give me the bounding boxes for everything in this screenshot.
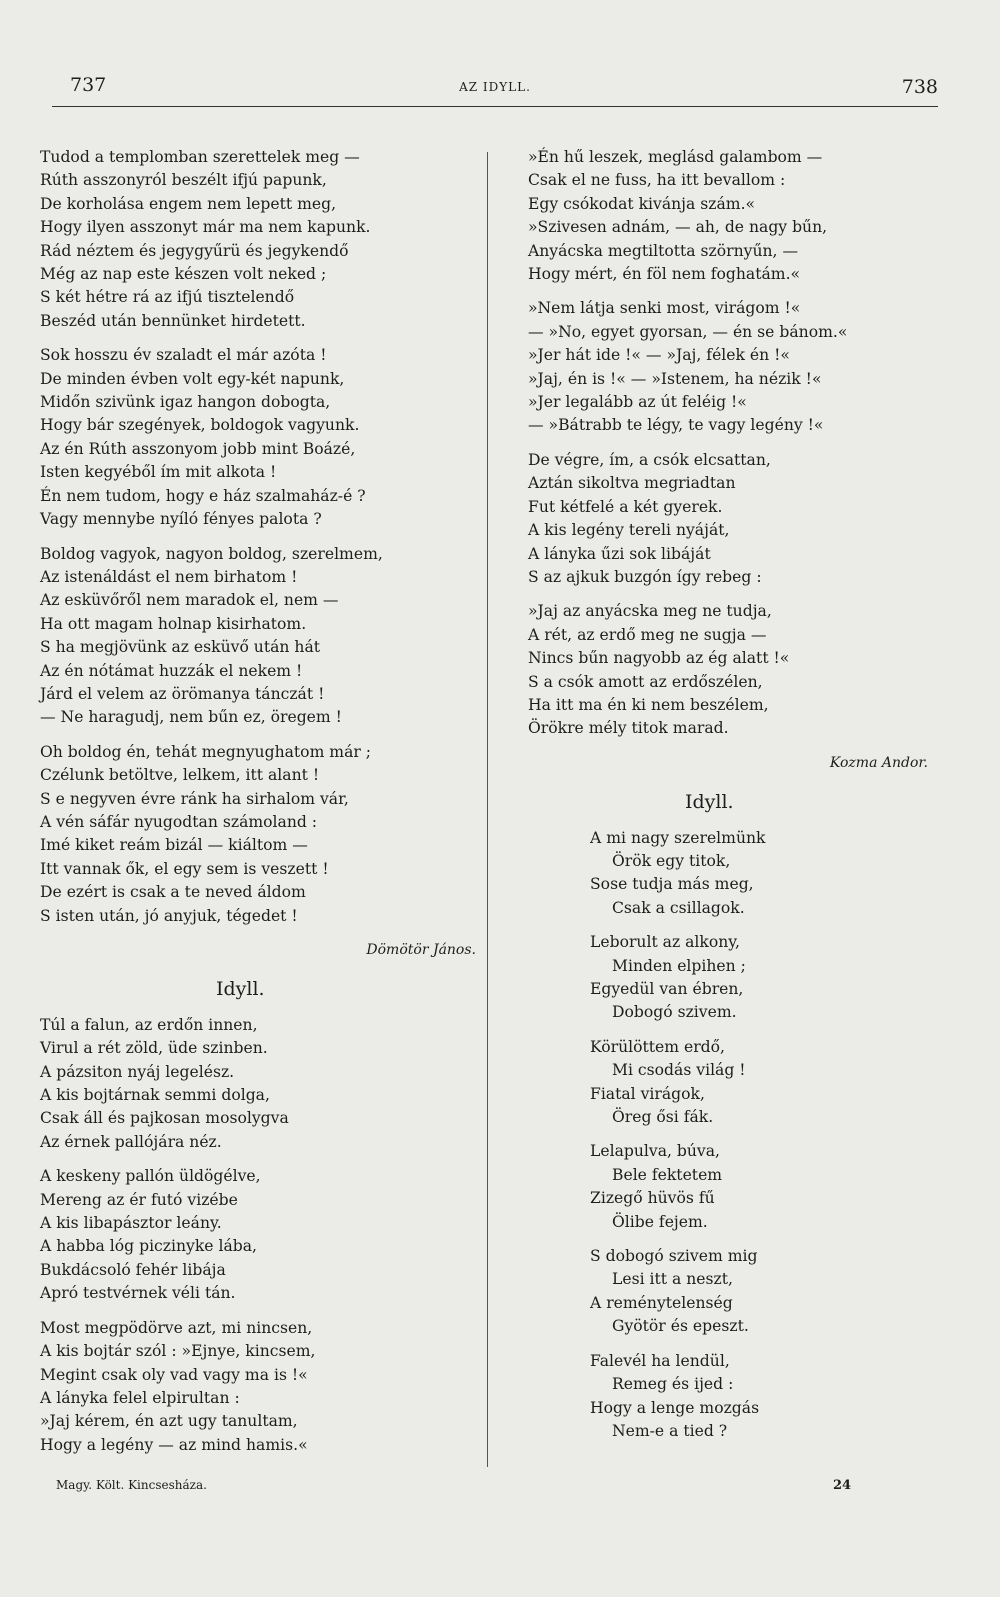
- verse-line: Oh boldog én, tehát megnyughatom már ;: [40, 742, 372, 761]
- poem-2-title: Idyll.: [216, 978, 265, 1001]
- verse-line: S két hétre rá az ifjú tisztelendő: [40, 288, 295, 307]
- verse-line: Falevél ha lendül,: [590, 1351, 730, 1370]
- verse-line: Lesi itt a neszt,: [612, 1270, 733, 1289]
- verse-line: A lányka űzi sok libáját: [528, 544, 711, 563]
- verse-line: Bukdácsoló fehér libája: [40, 1260, 226, 1279]
- poem-3-body: [528, 827, 928, 1444]
- verse-line: Itt vannak ők, el egy sem is veszett !: [40, 859, 329, 878]
- verse-line: Az én nótámat huzzák el nekem !: [40, 661, 303, 680]
- verse-line: Remeg és ijed :: [612, 1375, 734, 1394]
- verse-line: Dobogó szivem.: [612, 1003, 737, 1022]
- verse-line: Isten kegyéből ím mit alkota !: [40, 463, 277, 482]
- verse-line: Még az nap este készen volt neked ;: [40, 265, 327, 284]
- verse-line: Nincs bűn nagyobb az ég alatt !«: [528, 649, 790, 668]
- stanza: [528, 1245, 928, 1339]
- verse-line: »Jaj, én is !« — »Istenem, ha nézik !«: [528, 369, 822, 388]
- verse-line: Most megpödörve azt, mi nincsen,: [40, 1318, 313, 1337]
- verse-line: Lelapulva, búva,: [590, 1142, 720, 1161]
- verse-line: Hogy ilyen asszonyt már ma nem kapunk.: [40, 218, 371, 237]
- verse-line: »Jer legalább az út feléig !«: [528, 393, 747, 412]
- verse-line: Sok hosszu év szaladt el már azóta !: [40, 346, 327, 365]
- verse-line: Virul a rét zöld, üde szinben.: [40, 1039, 268, 1058]
- verse-line: S isten után, jó anyjuk, tégedet !: [40, 906, 298, 925]
- verse-line: Midőn szivünk igaz hangon dobogta,: [40, 393, 331, 412]
- stanza: [528, 1350, 928, 1444]
- verse-line: Az érnek pallójára néz.: [40, 1132, 222, 1151]
- verse-line: A rét, az erdő meg ne sugja —: [528, 625, 767, 644]
- right-page-number: 738: [901, 76, 938, 98]
- verse-line: Túl a falun, az erdőn innen,: [40, 1015, 258, 1034]
- verse-line: Leborult az alkony,: [590, 933, 740, 952]
- verse-line: Fiatal virágok,: [590, 1084, 705, 1103]
- verse-line: Rád néztem és jegygyűrü és jegykendő: [40, 241, 349, 260]
- poem-2-continuation: [528, 146, 928, 741]
- verse-line: Öreg ősi fák.: [612, 1108, 714, 1127]
- verse-line: Körülöttem erdő,: [590, 1037, 726, 1056]
- verse-line: Boldog vagyok, nagyon boldog, szerelmem,: [40, 544, 383, 563]
- stanza: [528, 931, 928, 1025]
- verse-line: Csak el ne fuss, ha itt bevallom :: [528, 171, 786, 190]
- verse-line: A kis libapásztor leány.: [40, 1214, 222, 1233]
- verse-line: Apró testvérnek véli tán.: [40, 1284, 236, 1303]
- verse-line: Zizegő hüvös fű: [590, 1189, 715, 1208]
- stanza: [40, 543, 476, 730]
- verse-line: — »No, egyet gyorsan, — én se bánom.«: [528, 322, 848, 341]
- verse-line: Anyácska megtiltotta szörnyűn, —: [528, 241, 799, 260]
- stanza: [528, 146, 928, 286]
- verse-line: Hogy a legény — az mind hamis.«: [40, 1435, 308, 1454]
- column-divider: [487, 152, 488, 1467]
- verse-line: »Jer hát ide !« — »Jaj, félek én !«: [528, 346, 790, 365]
- verse-line: De minden évben volt egy-két napunk,: [40, 369, 345, 388]
- verse-line: Beszéd után bennünket hirdetett.: [40, 311, 306, 330]
- verse-line: »Én hű leszek, meglásd galambom —: [528, 148, 823, 166]
- stanza: [528, 1036, 928, 1130]
- verse-line: Aztán sikoltva megriadtan: [528, 474, 736, 493]
- verse-line: S ha megjövünk az esküvő után hát: [40, 638, 321, 657]
- verse-line: Mi csodás világ !: [612, 1061, 746, 1080]
- verse-line: Az istenáldást el nem birhatom !: [40, 567, 298, 586]
- verse-line: A kis bojtárnak semmi dolga,: [40, 1086, 270, 1105]
- verse-line: Megint csak oly vad vagy ma is !«: [40, 1365, 308, 1384]
- verse-line: »Szivesen adnám, — ah, de nagy bűn,: [528, 218, 828, 237]
- verse-line: Az én Rúth asszonyom jobb mint Boázé,: [40, 439, 356, 458]
- verse-line: A habba lóg piczinyke lába,: [40, 1237, 258, 1256]
- left-column: [40, 146, 476, 1468]
- stanza: [40, 146, 476, 333]
- header-rule: [52, 106, 938, 107]
- verse-line: Egy csókodat kivánja szám.«: [528, 194, 756, 213]
- stanza: [40, 1165, 476, 1305]
- verse-line: — Ne haragudj, nem bűn ez, öregem !: [40, 708, 342, 727]
- verse-line: Mereng az ér futó vizébe: [40, 1190, 238, 1209]
- verse-line: Hogy bár szegények, boldogok vagyunk.: [40, 416, 360, 435]
- stanza: [528, 827, 928, 921]
- verse-line: »Jaj az anyácska meg ne tudja,: [528, 602, 772, 621]
- verse-line: Az esküvőről nem maradok el, nem —: [40, 591, 339, 610]
- verse-line: Örökre mély titok marad.: [528, 719, 729, 738]
- verse-line: A pázsiton nyáj legelész.: [40, 1062, 235, 1081]
- stanza: [40, 1317, 476, 1457]
- verse-line: Tudod a templomban szerettelek meg —: [40, 148, 360, 166]
- verse-line: A kis bojtár szól : »Ejnye, kincsem,: [40, 1342, 316, 1361]
- poem-1-body: [40, 146, 476, 928]
- poem-3-title: Idyll.: [685, 791, 734, 814]
- left-page-number: 737: [70, 74, 107, 96]
- verse-line: Gyötör és epeszt.: [612, 1317, 749, 1336]
- stanza: [40, 344, 476, 531]
- stanza: [528, 297, 928, 437]
- stanza: [40, 1014, 476, 1154]
- verse-line: Bele fektetem: [612, 1165, 723, 1184]
- verse-line: Hogy a lenge mozgás: [590, 1398, 760, 1417]
- verse-line: Csak a csillagok.: [612, 898, 745, 917]
- stanza: [528, 449, 928, 589]
- verse-line: Czélunk betöltve, lelkem, itt alant !: [40, 766, 320, 785]
- verse-line: De ezért is csak a te neved áldom: [40, 883, 306, 902]
- verse-line: Csak áll és pajkosan mosolygva: [40, 1109, 289, 1128]
- verse-line: — »Bátrabb te légy, te vagy legény !«: [528, 416, 824, 435]
- verse-line: Ha ott magam holnap kisirhatom.: [40, 614, 307, 633]
- running-header: [52, 68, 938, 108]
- signature-mark: 24: [833, 1478, 852, 1493]
- verse-line: S a csók amott az erdőszélen,: [528, 672, 763, 691]
- verse-line: Rúth asszonyról beszélt ifjú papunk,: [40, 171, 327, 190]
- verse-line: S az ajkuk buzgón így rebeg :: [528, 567, 762, 586]
- verse-line: Ölibe fejem.: [612, 1212, 708, 1231]
- right-column: [528, 146, 928, 1454]
- verse-line: »Jaj kérem, én azt ugy tanultam,: [40, 1412, 298, 1431]
- stanza: [528, 600, 928, 740]
- signature-kozma: Kozma Andor.: [829, 754, 928, 771]
- verse-line: A kis legény tereli nyáját,: [528, 521, 730, 540]
- verse-line: A mi nagy szerelmünk: [590, 828, 766, 847]
- signature-domotor: Dömötör János.: [366, 942, 476, 958]
- verse-line: »Nem látja senki most, virágom !«: [528, 299, 801, 318]
- verse-line: De korholása engem nem lepett meg,: [40, 194, 337, 213]
- verse-line: Örök egy titok,: [612, 851, 731, 870]
- verse-line: A lányka felel elpirultan :: [40, 1388, 240, 1407]
- poem-2-body: [40, 1014, 476, 1457]
- verse-line: Fut kétfelé a két gyerek.: [528, 497, 723, 516]
- verse-line: Nem-e a tied ?: [612, 1421, 728, 1440]
- verse-line: Én nem tudom, hogy e ház szalmaház-é ?: [40, 486, 366, 505]
- verse-line: A keskeny pallón üldögélve,: [40, 1167, 261, 1186]
- verse-line: De végre, ím, a csók elcsattan,: [528, 450, 771, 469]
- verse-line: Imé kiket reám bizál — kiáltom —: [40, 836, 308, 855]
- verse-line: Ha itt ma én ki nem beszélem,: [528, 695, 769, 714]
- stanza: [40, 741, 476, 928]
- verse-line: A reménytelenség: [590, 1293, 733, 1312]
- verse-line: Hogy mért, én föl nem foghatám.«: [528, 265, 801, 284]
- verse-line: Egyedül van ébren,: [590, 980, 744, 998]
- verse-line: Járd el velem az örömanya tánczát !: [40, 684, 325, 703]
- footer-imprint: Magy. Költ. Kincsesháza.: [56, 1478, 207, 1492]
- verse-line: Vagy mennybe nyíló fényes palota ?: [40, 510, 322, 529]
- verse-line: A vén sáfár nyugodtan számoland :: [40, 812, 318, 831]
- running-title: AZ IDYLL.: [459, 80, 531, 94]
- verse-line: S dobogó szivem mig: [590, 1247, 758, 1266]
- stanza: [528, 1140, 928, 1234]
- verse-line: Minden elpihen ;: [612, 956, 746, 975]
- verse-line: Sose tudja más meg,: [590, 875, 754, 894]
- verse-line: S e negyven évre ránk ha sirhalom vár,: [40, 789, 349, 808]
